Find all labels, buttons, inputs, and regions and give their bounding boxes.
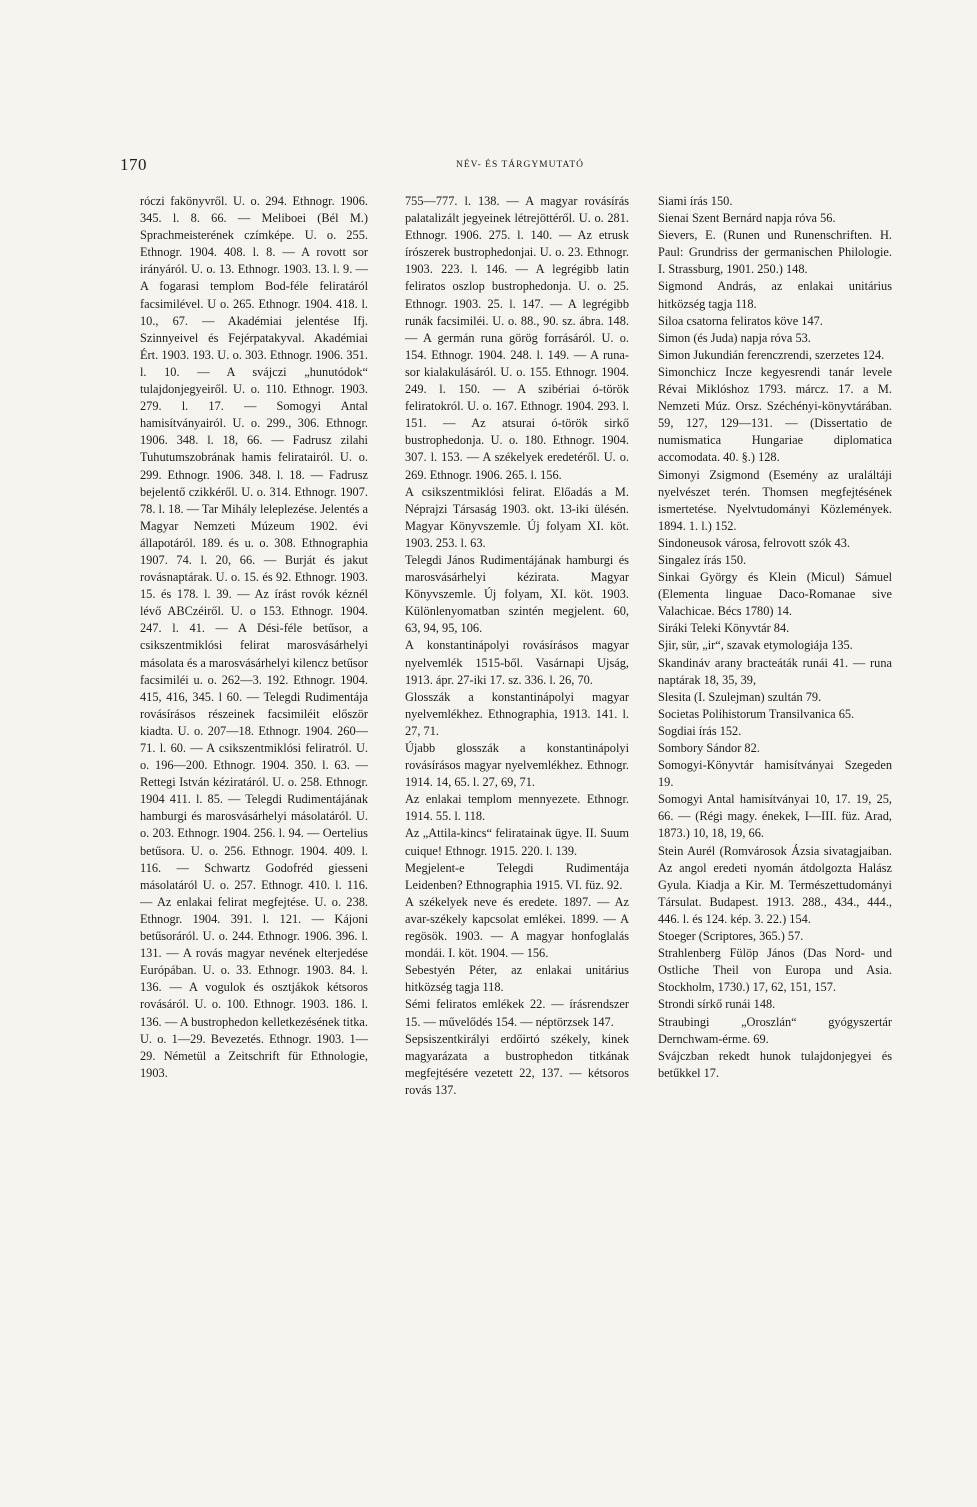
running-head: NÉV- ÉS TÁRGYMUTATÓ: [455, 160, 585, 170]
index-entry: Simonchicz Incze kegyesrendi tanár levele Révai Miklóshoz 1793. márcz. 17. a M. Nemzeti Múz. Orsz. Széchényi-könyvtárában. 59, 127, 129—131. — (Dissertatio de numismatica Hungariae diplomatica accomodata. 40. §.) 128.: [658, 364, 892, 465]
index-entry: Simon (és Juda) napja róva 53.: [658, 330, 811, 345]
index-entry: Slesita (I. Szulejman) szultán 79.: [658, 689, 822, 704]
index-entry: Stoeger (Scriptores, 365.) 57.: [658, 929, 804, 944]
index-entry: Strondi sírkő runái 148.: [658, 997, 776, 1012]
index-entry: Sinkai György és Klein (Micul) Sámuel (Elementa linguae Daco-Romanae sive Valachicae. Bécs 1780) 14.: [658, 570, 892, 619]
index-entry: Sepsiszentkirályi erdőirtó székely, kinek magyarázata a bustrophedon titkának megfejtésére vezetett 22, 137. — kétsoros rovás 137.: [405, 1031, 629, 1097]
index-entry: Sombory Sándor 82.: [658, 741, 760, 755]
index-entry: Siráki Teleki Könyvtár 84.: [658, 621, 790, 636]
index-entry: Sievers, E. (Runen und Runenschriften. H. Paul: Grundriss der germanischen Philologie. I. Strassburg, 1901. 250.) 148.: [658, 228, 892, 277]
index-entry: Sienai Szent Bernárd napja róva 56.: [658, 211, 836, 226]
index-entry: Siami írás 150.: [658, 194, 733, 208]
index-entry: Stein Aurél (Romvárosok Ázsia sivatagjaiban. Az angol eredeti nyomán átdolgozta Halász Gyula. Kiadja a Kir. M. Természettudományi Társulat. Budapest. 1913. 288., 434., 444., 446. l. és 124. kép. 3. 22.) 154.: [658, 843, 892, 926]
index-entry: Simonyi Zsigmond (Esemény az uraláltáji nyelvészet terén. Thomsen megfejtésének ismertetése. Nyelvtudományi Közlemények. 1894. 1. l.) 152.: [658, 467, 892, 533]
index-entry: Svájczban rekedt hunok tulajdonjegyei és betűkkel 17.: [658, 1048, 892, 1080]
index-entry: Újabb glosszák a konstantinápolyi rovásírásos magyar nyelvemlékhez. Ethnogr. 1914. 14, 65. l. 27, 69, 71.: [405, 741, 629, 790]
index-entry: Az enlakai templom mennyezete. Ethnogr. 1914. 55. l. 118.: [405, 792, 629, 824]
index-entry: Telegdi János Rudimentájának hamburgi és marosvásárhelyi kézirata. Magyar Könyvszemle. Új folyam, XI. köt. 1903. Különlenyomatban szintén megjelent. 60, 63, 94, 95, 106.: [405, 552, 629, 636]
index-entry: Sindoneusok városa, felrovott szók 43.: [658, 535, 850, 550]
index-entry: Somogyi-Könyvtár hamisítványai Szegeden 19.: [658, 758, 892, 790]
index-entry: Strahlenberg Fülöp János (Das Nord- und Ostliche Theil von Europa und Asia. Stockholm, 1730.) 17, 62, 151, 157.: [658, 946, 892, 995]
index-entry: Societas Polihistorum Transilvanica 65.: [658, 706, 855, 721]
index-entry: A székelyek neve és eredete. 1897. — Az avar-székely kapcsolat emlékei. 1899. — A regösök. 1903. — A magyar honfoglalás mondái. I. köt. 1904. — 156.: [405, 894, 629, 961]
index-column-2: [405, 193, 629, 1099]
index-column-3: [658, 193, 892, 1082]
index-entry: Az „Attila-kincs“ feliratainak ügyе. II. Suum cuique! Ethnogr. 1915. 220. l. 139.: [405, 826, 629, 858]
index-entry: Straubingi „Oroszlán“ gyógyszertár Dernchwam-érme. 69.: [658, 1014, 892, 1046]
index-entry: Sogdiai írás 152.: [658, 723, 742, 738]
index-entry: Simon Jukundián ferenczrendi, szerzetes 124.: [658, 347, 885, 362]
index-entry: Megjelent-e Telegdi Rudimentája Leidenben? Ethnographia 1915. VI. füz. 92.: [405, 860, 629, 892]
index-entry: Siloa csatorna feliratos köve 147.: [658, 313, 823, 328]
index-entry: Singalez írás 150.: [658, 552, 747, 567]
index-entry: Sigmond András, az enlakai unitárius hitközség tagja 118.: [658, 279, 892, 311]
index-entry: Sémi feliratos emlékek 22. — írásrendszer 15. — művelődés 154. — néptörzsek 147.: [405, 997, 629, 1029]
index-column-1: [140, 193, 368, 1082]
index-entry: A csikszentmiklósi felirat. Előadás a M. Néprajzi Társaság 1903. okt. 13-iki ülésén. Magyar Könyvszemle. Új folyam XI. köt. 1903. 253. l. 63.: [405, 484, 629, 550]
index-entry: A konstantinápolyi rovásírásos magyar nyelvemlék 1515-ből. Vasárnapi Ujság, 1913. ápr. 27-iki 17. sz. 336. l. 26, 70.: [405, 638, 629, 687]
index-entry: Skandináv arany bracteáták runái 41. — runa naptárak 18, 35, 39,: [658, 655, 892, 687]
index-entry: Sebestyén Péter, az enlakai unitárius hitközség tagja 118.: [405, 963, 629, 995]
index-entry: Somogyi Antal hamisítványai 10, 17. 19, 25, 66. — (Régi magy. énekek, I—III. füz. Arad, 1873.) 10, 18, 19, 66.: [658, 792, 892, 841]
index-entry: Sjir, sür, „ir“, szavak etymologiája 135.: [658, 638, 853, 653]
page-number: 170: [120, 155, 147, 174]
index-entry: 755—777. l. 138. — A magyar rovásírás palatalizált jegyeinek létrejöttéről. U. o. 281. Ethnogr. 1906. 275. l. 140. — Az etrusk írószerek bustrophedonjai. U. o. 23. Ethnogr. 1903. 223. l. 146. — A legrégibb latin feliratos oszlop bustrophedonja. U. o. 25. Ethnogr. 1903. 25. l. 147. — A legrégibb runák facsimiléi. U. o. 88., 90. sz. ábra. 148. — A germán runa görög forrásáról. U. o. 154. Ethnogr. 1904. 248. l. 149. — A runa-sor kialakulásáról. U. o. 155. Ethnogr. 1904. 249. l. 150. — A szibériai ó-török feliratokról. U. o. 167. Ethnogr. 1904. 293. l. 151. — Az atsurai ó-török sirkő bustrophedonja. U. o. 180. Ethnogr. 1904. 307. l. 153. — A székelyek eredetéről. U. o. 269. Ethnogr. 1906. 265. l. 156.: [405, 194, 629, 482]
index-entry: Glosszák a konstantinápolyi magyar nyelvemlékhez. Ethnographia, 1913. 141. l. 27, 71.: [405, 689, 629, 738]
index-entry: róczi fakönyvről. U. o. 294. Ethnogr. 1906. 345. l. 8. 66. — Meliboei (Bél M.) Sprachmeisterének czímképe. U. o. 255. Ethnogr. 1904. 408. l. 8. — A rovott sor irányáról. U. o. 13. Ethnogr. 1903. 13. l. 9. — A fogarasi templom Bod-féle feliratáról facsimilével. U o. 265. Ethnogr. 1904. 418. l. 10., 67. — Akadémiai jelentése Ifj. Szinnyeivel és Fejérpatakyval. Akadémiai Ért. 1903. 193. U. o. 303. Ethnogr. 1906. 351. l. 10. — A svájczi „hunutódok“ tulajdonjegyeiről. U. o. 110. Ethnogr. 1903. 279. l. 17. — Somogyi Antal hamisítványairól. U. o. 299., 306. Ethnogr. 1906. 348. l. 18, 66. — Fadrusz zilahi Tuhutumszobrának hamis feliratairól. U. o. 299. Ethnogr. 1906. 348. l. 18. — Fadrusz bejelentő czikkéről. U. o. 314. Ethnogr. 1907. 78. l. 18. — Tar Mihály leleplezése. Jelentés a Magyar Nemzeti Múzeum 1902. évi állapotáról. 189. és u. o. 308. Ethnographia 1907. 74. l. 20, 66. — Burját és jakut rovásnaptárak. U. o. 15. és 92. Ethnogr. 1903. 15. és 178. l. 39. — Az írást rovók kéznél lévő ABCzéiről. U. o 153. Ethnogr. 1904. 247. l. 41. — A Dési-féle betűsor, a csikszentmiklósi felirat marosvásárhelyi másolata és a marosvásárhelyi kilencz betűsor facsimiléi u. o. 262—3. 192. Ethnogr. 1904. 415, 416, 345. l 60. — Telegdi Rudimentája rovásírásos részeinek facsimiléit először kiadta. U. o. 207—18. Ethnogr. 1904. 260—71. l. 60. — A csikszentmiklósi feliratról. U. o. 196—200. Ethnogr. 1904. 350. l. 63. — Rettegi István kéziratáról. U. o. 258. Ethnogr. 1904 411. l. 85. — Telegdi Rudimentájának hamburgi és marosvásárhelyi másolatáról. U. o. 203. Ethnogr. 1904. 256. l. 94. — Oertelius betűsora. U. o. 256. Ethnogr. 1904. 409. l. 116. — Schwartz Godofréd giesseni másolatáról U. o. 257. Ethnogr. 410. l. 116. — Az enlakai felirat megfejtése. U. o. 238. Ethnogr. 1904. 391. l. 121. — Kájoni betűsoráról. U. o. 244. Ethnogr. 1906. 396. l. 131. — A rovás magyar nevének elterjedése Európában. U. o. 33. Ethnogr. 1903. 84. l. 136. — A vogulok és osztjákok kétsoros rovásáról. U. o. 100. Ethnogr. 1903. 186. l. 136. — A bustrophedon kelletkezésének titka. U. o. 1—29. Bevezetés. Ethnogr. 1903. 1—29. Németül a Zeitschrift für Ethnologie, 1903.: [140, 194, 368, 1080]
